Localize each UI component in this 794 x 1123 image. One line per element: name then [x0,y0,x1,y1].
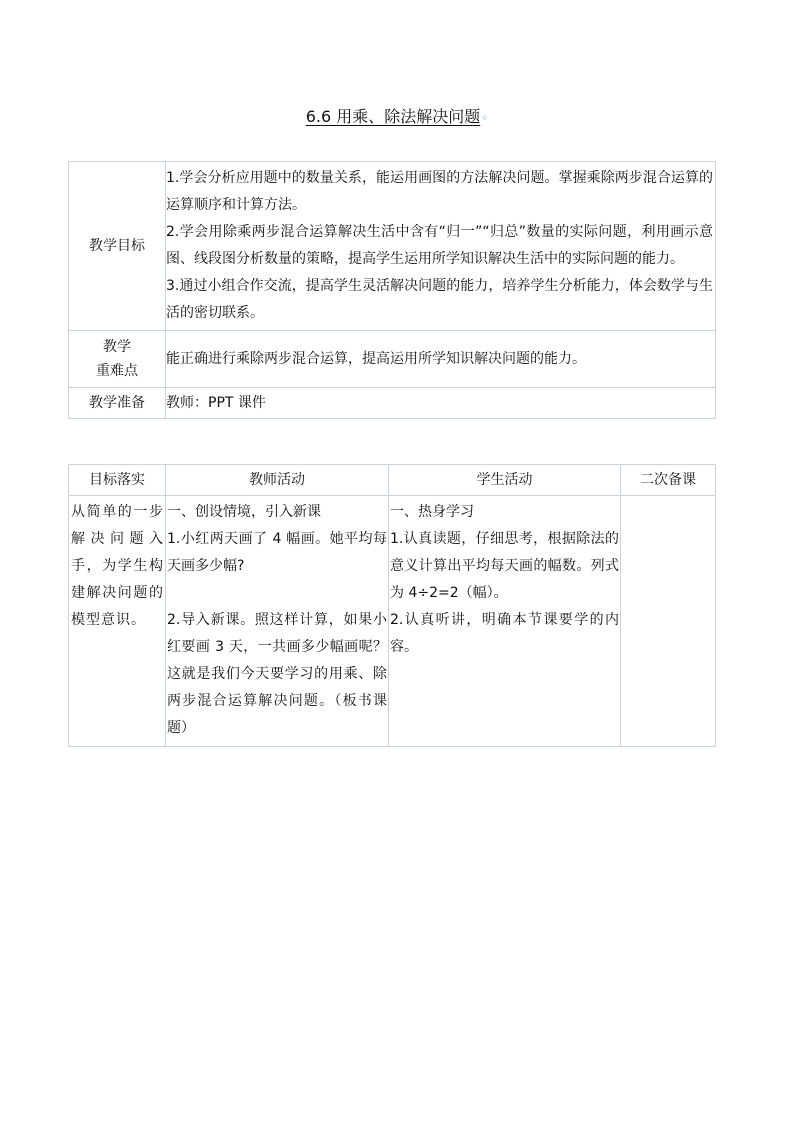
header-second-prep: 二次备课 [621,465,716,496]
key-points-label-line-2: 重难点 [96,363,138,379]
goal-implementation-cell: 从简单的一步解决问题入手，为学生构建解决问题的模型意识。 [69,496,166,747]
student-heading: 一、热身学习 [390,504,474,520]
objective-paragraph-3: 3.通过小组合作交流，提高学生灵活解决问题的能力，培养学生分析能力，体会数学与生活的密切联系。 [166,278,713,321]
preparation-content: 教师：PPT 课件 [166,388,716,419]
key-points-label-line-1: 教学 [103,339,131,355]
objective-paragraph-1: 1.学会分析应用题中的数量关系，能运用画图的方法解决问题。掌握乘除两步混合运算的运算顺序和计算方法。 [166,170,713,213]
key-points-content: 能正确进行乘除两步混合运算，提高运用所学知识解决问题的能力。 [166,331,716,388]
header-teacher: 教师活动 [166,465,389,496]
objectives-label: 教学目标 [69,162,166,331]
activity-table [68,464,716,747]
teacher-heading: 一、创设情境，引入新课 [167,504,321,520]
preparation-label: 教学准备 [69,388,166,419]
objectives-row [69,162,716,331]
student-activity-cell [389,496,621,747]
student-item-1: 1.认真读题，仔细思考，根据除法的意义计算出平均每天画的幅数。列式为 4÷2=2（幅）。 [390,531,619,601]
preparation-row [69,388,716,419]
title-mark: ◦ [481,111,489,125]
document-title [0,106,794,129]
title-text: 6.6 用乘、除法解决问题 [305,107,481,126]
activity-body-row [69,496,716,747]
activity-header-row [69,465,716,496]
key-points-label [69,331,166,388]
teacher-item-1: 1.小红两天画了 4 幅画。她平均每天画多少幅? [167,531,387,574]
teaching-goals-table [68,161,716,419]
header-student: 学生活动 [389,465,621,496]
student-item-2: 2.认真听讲，明确本节课要学的内容。 [390,612,619,655]
header-goal: 目标落实 [69,465,166,496]
objectives-content [166,162,716,331]
objective-paragraph-2: 2.学会用除乘两步混合运算解决生活中含有“归一”“归总”数量的实际问题，利用画示意图、线段图分析数量的策略，提高学生运用所学知识解决生活中的实际问题的能力。 [166,224,713,267]
teacher-item-2: 2.导入新课。照这样计算，如果小红要画 3 天，一共画多少幅画呢？这就是我们今天要学习的用乘、除两步混合运算解决问题。（板书课题） [167,612,387,736]
second-prep-cell [621,496,716,747]
teacher-activity-cell [166,496,389,747]
teacher-spacer [167,580,387,607]
key-points-row [69,331,716,388]
